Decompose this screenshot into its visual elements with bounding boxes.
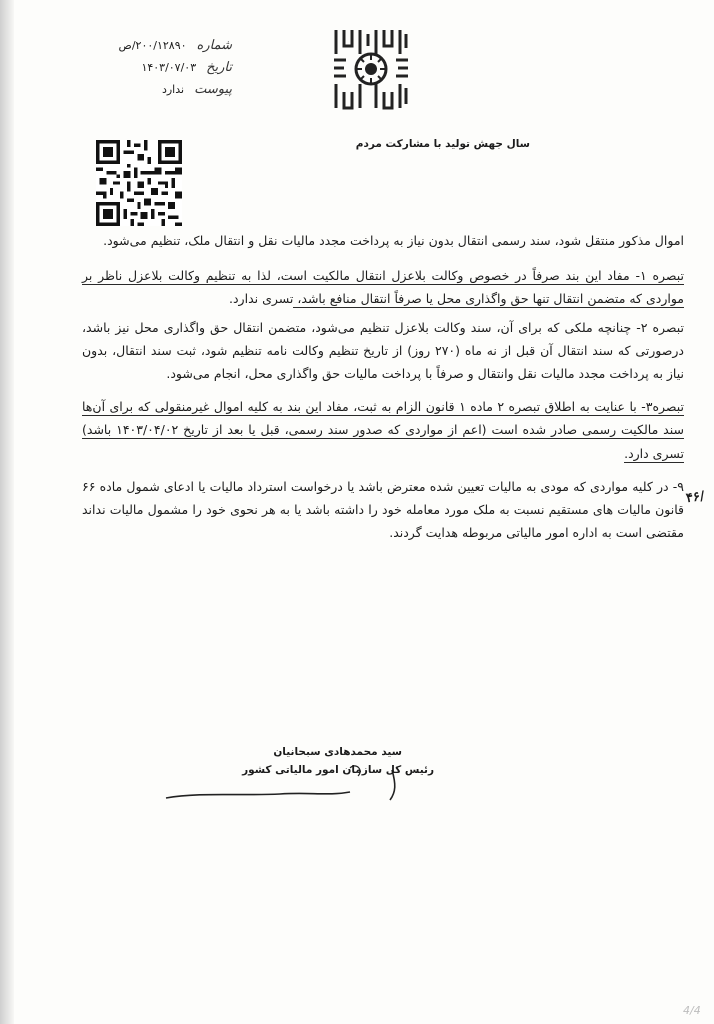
page-number: 4/4 bbox=[683, 1004, 701, 1017]
attachment-label: پیوست bbox=[194, 81, 232, 97]
paragraph-continuation: اموال مذکور منتقل شود، سند رسمی انتقال بدون نیاز به پرداخت مجدد مالیات نقل و انتقال ملک، تنظیم می‌شود. bbox=[103, 233, 684, 248]
note-1-paragraph bbox=[82, 264, 684, 310]
date-label: تاریخ bbox=[206, 59, 232, 75]
note-2-paragraph: تبصره ۲- چنانچه ملکی که برای آن، سند وکالت بلاعزل تنظیم می‌شود، متضمن انتقال حق واگذاری محل نیز باشد، درصورتی که سند انتقال آن قبل از نه ماه (۲۷۰ روز) از تاریخ تنظیم وکالت نامه تنظیم شود، ثبت سند انتقال، بدون نیاز به پرداخت مجدد مالیات نقل وانتقال و صرفاً با پرداخت مالیات حق واگذاری محل، انجام می‌شود. bbox=[82, 319, 684, 382]
scan-edge-shadow bbox=[0, 0, 14, 1024]
number-row bbox=[92, 34, 232, 56]
letter-date: ۱۴۰۳/۰۷/۰۳ bbox=[141, 60, 197, 74]
year-slogan: سال جهش تولید با مشارکت مردم bbox=[355, 138, 530, 150]
note-1-tail: تسری ندارد. bbox=[229, 291, 294, 307]
date-row bbox=[92, 56, 232, 78]
letter-metadata bbox=[92, 34, 232, 100]
letter-number: ۲۰۰/۱۲۸۹۰/ص bbox=[118, 38, 187, 52]
letter-body bbox=[82, 229, 684, 544]
signature-block bbox=[160, 740, 440, 810]
number-label: شماره bbox=[196, 37, 232, 53]
attachment-row bbox=[92, 78, 232, 100]
clause-9-paragraph: ۹- در کلیه مواردی که مودی به مالیات تعیین شده معترض باشد یا درخواست استرداد مالیات یا ادعای شمول ماده ۶۶ قانون مالیات های مستقیم نسبت به ملک مورد معامله خود را داشته باشد یا به هر نحوی خود را مشمول مالیات نداند مقتضی است به اداره امور مالیاتی مربوطه هدایت گردند. bbox=[82, 478, 684, 541]
signatory-name: سید محمدهادی سبحانیان bbox=[273, 746, 402, 758]
qr-code bbox=[96, 140, 182, 226]
handwritten-margin-note: ۴۶/ bbox=[685, 488, 706, 507]
tax-organization-logo bbox=[330, 24, 412, 114]
note-1-text: تبصره ۱- مفاد این بند صرفاً در خصوص وکالت بلاعزل انتقال مالکیت است، لذا به تنظیم وکالت بلاعزل ناظر بر مواردی که متضمن انتقال تنها حق واگذاری محل یا صرفاً انتقال منافع باشد، bbox=[82, 268, 684, 307]
note-3-text: تبصره۳- با عنایت به اطلاق تبصره ۲ ماده ۱ قانون الزام به ثبت، مفاد این بند به کلیه اموال غیرمنقولی که برای آن‌ها سند مالکیت رسمی صادر شده است (اعم از مواردی که صدور سند رسمی، قبل یا بعد از تاریخ ۱۴۰۳/۰۴/۰۲ باشد) تسری دارد. bbox=[82, 399, 684, 461]
attachment-value: ندارد bbox=[161, 82, 185, 96]
note-3-paragraph bbox=[82, 395, 684, 465]
signatory-title: رئیس کل سازمان امور مالیاتی کشور bbox=[242, 764, 434, 776]
